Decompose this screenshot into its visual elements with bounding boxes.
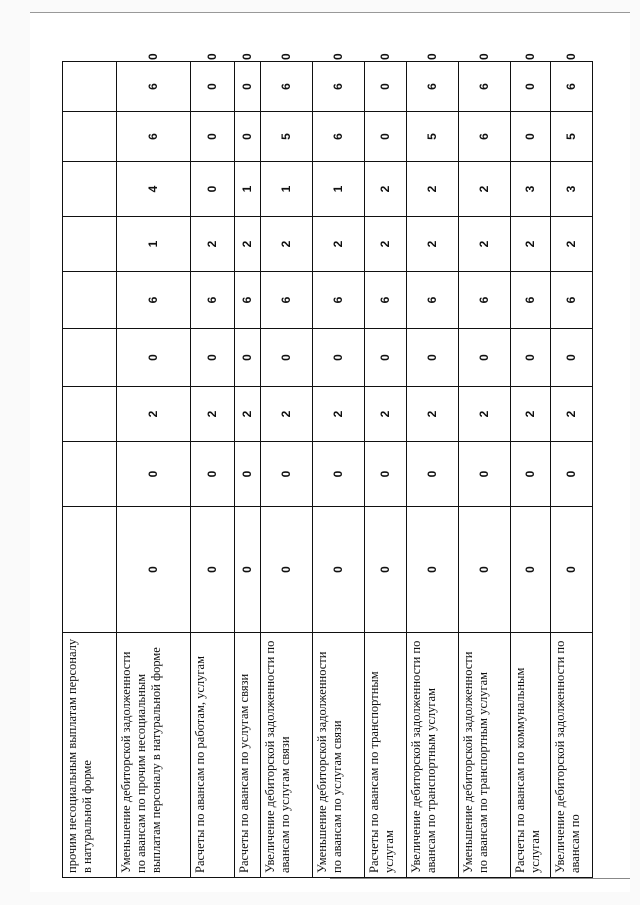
code-cell: 0 (117, 442, 191, 507)
code-cell: 0 (407, 442, 459, 507)
code-cell: 0 (365, 329, 407, 387)
code-cell (63, 112, 117, 162)
code-cell: 6 (407, 62, 459, 112)
code-cell: 6 (191, 272, 235, 329)
code-cell: 6 (551, 62, 593, 112)
code-cell: 1 (313, 162, 365, 217)
row-label: Расчеты по авансам по коммунальным услугам (511, 633, 551, 878)
code-cell: 0 (459, 442, 511, 507)
code-cell: 2 (191, 387, 235, 442)
code-cell: 5 (551, 112, 593, 162)
code-cell: 2 (261, 217, 313, 272)
code-cell: 0 (191, 507, 235, 633)
code-cell: 6 (117, 112, 191, 162)
table-row (407, 62, 459, 878)
code-cell: 6 (511, 272, 551, 329)
code-cell: 0 (261, 442, 313, 507)
code-cell: 0 (235, 62, 261, 112)
code-cell: 2 (365, 162, 407, 217)
row-label: Расчеты по авансам по транспортным услугам (365, 633, 407, 878)
code-cell: 6 (459, 112, 511, 162)
code-cell: 0 (511, 507, 551, 633)
code-cell: 0 (407, 329, 459, 387)
table-row (63, 62, 117, 878)
code-cell: 0 (551, 329, 593, 387)
code-cell: 3 (511, 162, 551, 217)
code-cell: 2 (365, 217, 407, 272)
row-label: Уменьшение дебиторской задолженности по авансам по прочим несоциальным выплатам персоналу в натуральной форме (117, 633, 191, 878)
code-cell: 2 (407, 162, 459, 217)
rotated-table-wrapper (62, 62, 592, 878)
code-cell: 3 (551, 162, 593, 217)
code-cell: 2 (511, 387, 551, 442)
code-cell: 6 (407, 272, 459, 329)
code-cell: 6 (313, 272, 365, 329)
code-cell: 2 (511, 217, 551, 272)
code-cell: 6 (235, 272, 261, 329)
code-cell: 2 (459, 217, 511, 272)
code-cell (63, 507, 117, 633)
code-cell: 0 (191, 442, 235, 507)
page-top-edge (30, 12, 630, 13)
row-label: прочим несоциальным выплатам персоналу в натуральной форме (63, 633, 117, 878)
accounts-table (62, 61, 593, 878)
code-cell: 0 (511, 442, 551, 507)
code-cell: 0 (551, 507, 593, 633)
code-cell (63, 272, 117, 329)
code-cell: 6 (459, 272, 511, 329)
code-cell: 6 (117, 62, 191, 112)
code-cell: 5 (407, 112, 459, 162)
table-row (459, 62, 511, 878)
code-cell: 2 (235, 217, 261, 272)
code-cell: 6 (261, 62, 313, 112)
row-label: Уменьшение дебиторской задолженности по авансам по транспортным услугам (459, 633, 511, 878)
table-row (551, 62, 593, 878)
row-label: Уменьшение дебиторской задолженности по авансам по услугам связи (313, 633, 365, 878)
code-cell: 2 (551, 217, 593, 272)
code-cell: 0 (191, 112, 235, 162)
table-row (235, 62, 261, 878)
row-label: Увеличение дебиторской задолженности по авансам по (551, 633, 593, 878)
code-cell: 2 (407, 387, 459, 442)
page-bottom-line (330, 878, 630, 879)
code-cell (63, 387, 117, 442)
code-cell (63, 62, 117, 112)
code-cell (63, 162, 117, 217)
code-cell: 6 (365, 272, 407, 329)
table-row (117, 62, 191, 878)
code-cell: 0 (261, 329, 313, 387)
code-cell: 0 (511, 329, 551, 387)
code-cell: 6 (261, 272, 313, 329)
code-cell: 0 (365, 507, 407, 633)
code-cell: 0 (313, 329, 365, 387)
row-label: Расчеты по авансам по работам, услугам (191, 633, 235, 878)
code-cell: 0 (459, 329, 511, 387)
code-cell: 0 (261, 507, 313, 633)
code-cell: 0 (407, 507, 459, 633)
code-cell: 2 (117, 387, 191, 442)
code-cell: 0 (551, 442, 593, 507)
code-cell: 0 (235, 507, 261, 633)
row-label: Расчеты по авансам по услугам связи (235, 633, 261, 878)
table-body (63, 62, 593, 878)
code-cell: 0 (459, 507, 511, 633)
code-cell: 0 (117, 329, 191, 387)
code-cell: 6 (117, 272, 191, 329)
code-cell: 0 (235, 112, 261, 162)
row-label: Увеличение дебиторской задолженности по авансам по транспортным услугам (407, 633, 459, 878)
code-cell: 6 (313, 112, 365, 162)
code-cell: 1 (261, 162, 313, 217)
table-row (511, 62, 551, 878)
code-cell: 0 (511, 112, 551, 162)
code-cell: 0 (191, 162, 235, 217)
code-cell: 2 (459, 162, 511, 217)
code-cell: 0 (235, 329, 261, 387)
code-cell: 6 (459, 62, 511, 112)
code-cell (63, 217, 117, 272)
table-row (261, 62, 313, 878)
code-cell (63, 329, 117, 387)
code-cell: 0 (313, 442, 365, 507)
table-row (191, 62, 235, 878)
code-cell: 2 (191, 217, 235, 272)
code-cell: 0 (235, 442, 261, 507)
code-cell: 0 (117, 507, 191, 633)
code-cell: 2 (459, 387, 511, 442)
row-label: Увеличение дебиторской задолженности по авансам по услугам связи (261, 633, 313, 878)
code-cell: 0 (313, 507, 365, 633)
code-cell: 5 (261, 112, 313, 162)
code-cell: 2 (407, 217, 459, 272)
code-cell: 0 (365, 442, 407, 507)
code-cell: 6 (551, 272, 593, 329)
code-cell: 2 (235, 387, 261, 442)
code-cell: 0 (365, 62, 407, 112)
code-cell: 0 (365, 112, 407, 162)
code-cell: 2 (365, 387, 407, 442)
code-cell: 6 (313, 62, 365, 112)
code-cell: 2 (261, 387, 313, 442)
code-cell: 2 (313, 217, 365, 272)
code-cell: 0 (191, 329, 235, 387)
code-cell: 2 (313, 387, 365, 442)
code-cell: 4 (117, 162, 191, 217)
code-cell: 1 (117, 217, 191, 272)
code-cell: 0 (511, 62, 551, 112)
code-cell: 2 (551, 387, 593, 442)
table-row (313, 62, 365, 878)
code-cell: 1 (235, 162, 261, 217)
table-row (365, 62, 407, 878)
code-cell (63, 442, 117, 507)
code-cell: 0 (191, 62, 235, 112)
